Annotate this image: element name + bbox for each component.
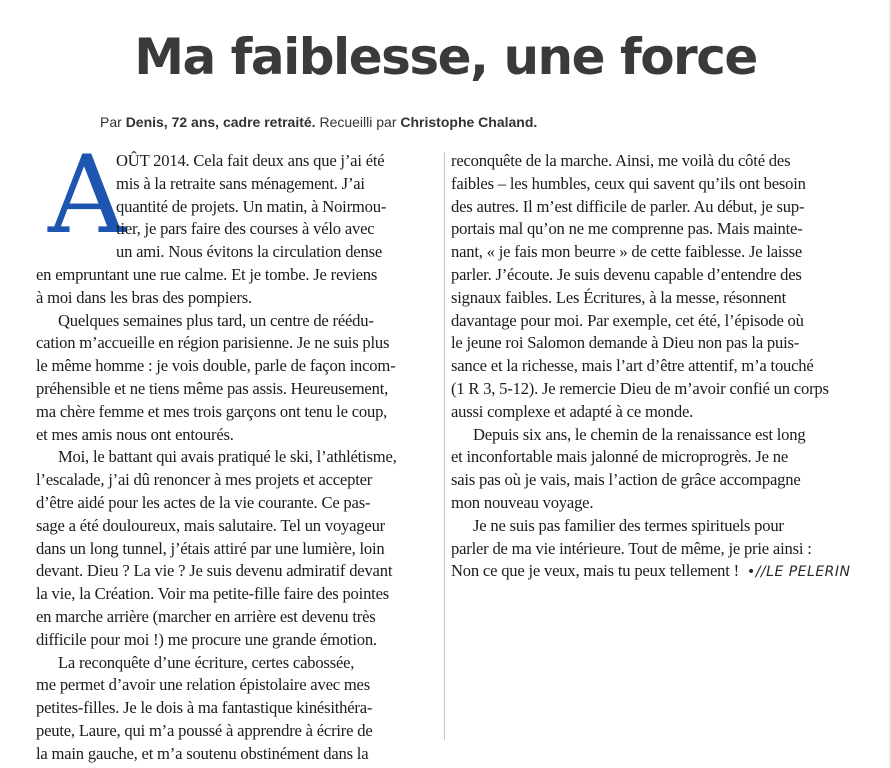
body-line: mon nouveau voyage. [451,492,594,512]
body-line: le même homme : je vois double, parle de façon incom- [36,356,396,376]
body-line: peute, Laure, qui m’a poussé à apprendre à écrire de [36,720,373,740]
body-line: nant, « je fais mon beurre » de cette faiblesse. Je laisse [451,242,803,262]
byline [100,114,800,130]
body-line: faibles – les humbles, ceux qui savent qu’ils ont besoin [451,173,806,193]
body-line: Je ne suis pas familier des termes spirituels pour [473,515,784,535]
body-line: mis à la retraite sans ménagement. J’ai [116,173,365,193]
body-line: signaux faibles. Les Écritures, à la messe, résonnent [451,287,786,307]
body-line: parler. J’écoute. Je suis devenu capable d’entendre des [451,264,802,284]
final-line [451,560,853,583]
byline-collected-prefix: Recueilli par [315,114,401,130]
body-line: dans un long tunnel, j’étais attiré par une lumière, loin [36,538,385,558]
body-line: Depuis six ans, le chemin de la renaissance est long [473,424,806,444]
article-column-right [451,150,853,583]
body-line: la main gauche, et m’a soutenu obstinément dans la [36,743,369,763]
byline-collector: Christophe Chaland. [400,114,538,130]
body-line: en marche arrière (marcher en arrière est devenu très [36,606,376,626]
body-line: petites-filles. Je le dois à ma fantastique kinésithéra- [36,698,373,718]
body-line: cation m’accueille en région parisienne. Je ne suis plus [36,333,390,353]
byline-prefix: Par [100,114,126,130]
body-line: un ami. Nous évitons la circulation dense [116,242,382,262]
body-line: ma chère femme et mes trois garçons ont tenu le coup, [36,401,388,421]
body-line-text: Non ce que je veux, mais tu peux tellement ! [451,561,739,581]
body-line: à moi dans les bras des pompiers. [36,287,252,307]
body-line: parler de ma vie intérieure. Tout de même, je prie ainsi : [451,538,812,558]
body-line: La reconquête d’une écriture, certes cabossée, [58,652,355,672]
body-line: tier, je pars faire des courses à vélo avec [116,219,375,239]
article-column-left [36,133,438,766]
body-line: devant. Dieu ? La vie ? Je suis devenu admiratif devant [36,561,393,581]
column-divider [444,152,445,740]
body-line: difficile pour moi !) me procure une grande émotion. [36,629,377,649]
body-line: la vie, la Création. Voir ma petite-fille faire des pointes [36,584,389,604]
drop-cap: A [48,133,126,258]
body-line: quantité de projets. Un matin, à Noirmou- [116,196,387,216]
publication-signature: •//LE PELERIN [746,564,851,581]
body-line: aussi complexe et adapté à ce monde. [451,401,694,421]
body-line: (1 R 3, 5-12). Je remercie Dieu de m’avoir confié un corps [451,378,829,398]
body-line: des autres. Il m’est difficile de parler. Au début, je sup- [451,196,805,216]
body-line: préhensible et ne tiens même pas assis. Heureusement, [36,378,389,398]
body-line: sage a été douloureux, mais salutaire. Tel un voyageur [36,515,385,535]
body-line: l’escalade, j’ai dû renoncer à mes projets et accepter [36,470,373,490]
byline-author: Denis, 72 ans, cadre retraité. [125,114,316,130]
body-line: reconquête de la marche. Ainsi, me voilà du côté des [451,151,791,170]
body-line: me permet d’avoir une relation épistolaire avec mes [36,675,370,695]
body-line: et inconfortable mais jalonné de microprogrès. Je ne [451,447,789,467]
body-line: Moi, le battant qui avais pratiqué le ski, l’athlétisme, [58,447,397,467]
body-line: en empruntant une rue calme. Et je tombe. Je reviens [36,264,378,284]
body-line: OÛT 2014. Cela fait deux ans que j’ai été [116,151,385,170]
body-line: Quelques semaines plus tard, un centre de réédu- [58,310,374,330]
body-line: portais mal qu’on ne me comprenne pas. Mais mainte- [451,219,803,239]
body-line: le jeune roi Salomon demande à Dieu non pas la puis- [451,333,800,353]
body-line: sance et la richesse, mais l’art d’être attentif, m’a touché [451,356,814,376]
body-line: et mes amis nous ont entourés. [36,424,234,444]
article-title: Ma faiblesse, une force [134,28,757,86]
body-line: sais pas où je vais, mais l’action de grâce accompagne [451,470,801,490]
body-line: d’être aidé pour les actes de la vie courante. Ce pas- [36,492,371,512]
body-line: davantage pour moi. Par exemple, cet été, l’épisode où [451,310,804,330]
